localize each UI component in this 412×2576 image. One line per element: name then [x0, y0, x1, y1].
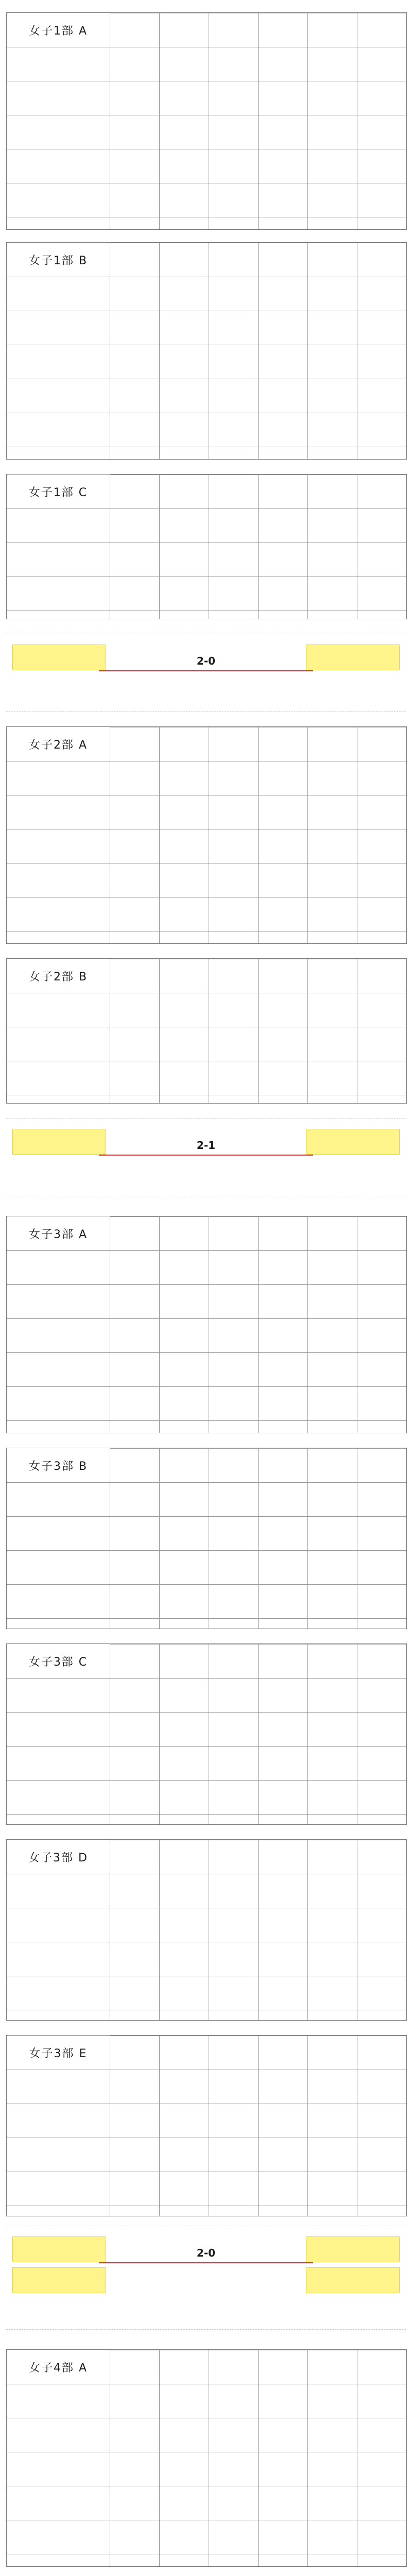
finalist-right: [306, 1129, 400, 1155]
final-bracket: [6, 634, 406, 712]
results-grid: [110, 2036, 406, 2216]
results-grid: [110, 243, 406, 459]
group-section: [6, 1216, 407, 1433]
player-rows: [7, 993, 110, 1103]
group-title: 女子3部 A: [7, 1216, 110, 1251]
player-rows: [7, 509, 110, 619]
group-title: 女子1部 C: [7, 474, 110, 509]
final-score: 2-1: [196, 1139, 216, 1151]
final-score: 2-0: [196, 655, 216, 667]
group-section: [6, 2349, 407, 2567]
finalist-right: [306, 645, 400, 670]
final-bracket: [6, 1118, 406, 1196]
group-section: [6, 2035, 407, 2216]
group-section: [6, 12, 407, 230]
group-section: [6, 958, 407, 1104]
player-rows: [7, 2384, 110, 2566]
results-grid: [110, 1840, 406, 2020]
bracket-line: [99, 670, 313, 671]
group-title: 女子3部 E: [7, 2036, 110, 2070]
results-grid: [110, 1644, 406, 1824]
group-section: [6, 1448, 407, 1629]
finalist-left: [12, 2267, 106, 2293]
player-rows: [7, 1482, 110, 1629]
finalist-left: [12, 2236, 106, 2262]
group-section: [6, 1839, 407, 2021]
player-rows: [7, 761, 110, 943]
results-grid: [110, 959, 406, 1103]
final-score: 2-0: [196, 2247, 216, 2259]
bracket-line: [99, 2262, 313, 2263]
group-title: 女子3部 C: [7, 1644, 110, 1679]
group-title: 女子1部 A: [7, 13, 110, 47]
finalist-right: [306, 2267, 400, 2293]
group-section: [6, 1643, 407, 1825]
finalist-left: [12, 645, 106, 670]
group-section: [6, 474, 407, 619]
results-grid: [110, 1216, 406, 1433]
group-title: 女子1部 B: [7, 243, 110, 277]
group-title: 女子2部 B: [7, 959, 110, 993]
results-grid: [110, 13, 406, 229]
group-title: 女子4部 A: [7, 2350, 110, 2384]
player-rows: [7, 2070, 110, 2216]
results-grid: [110, 2350, 406, 2566]
bracket-line: [99, 1155, 313, 1156]
finalist-right: [306, 2236, 400, 2262]
group-title: 女子3部 B: [7, 1448, 110, 1483]
results-grid: [110, 474, 406, 619]
results-grid: [110, 727, 406, 943]
player-rows: [7, 1874, 110, 2020]
group-title: 女子2部 A: [7, 727, 110, 761]
player-rows: [7, 1678, 110, 1824]
group-section: [6, 242, 407, 460]
group-title: 女子3部 D: [7, 1840, 110, 1874]
player-rows: [7, 1250, 110, 1433]
player-rows: [7, 277, 110, 459]
player-rows: [7, 47, 110, 229]
finalist-left: [12, 1129, 106, 1155]
final-bracket: [6, 2226, 406, 2330]
group-section: [6, 726, 407, 944]
results-grid: [110, 1448, 406, 1629]
